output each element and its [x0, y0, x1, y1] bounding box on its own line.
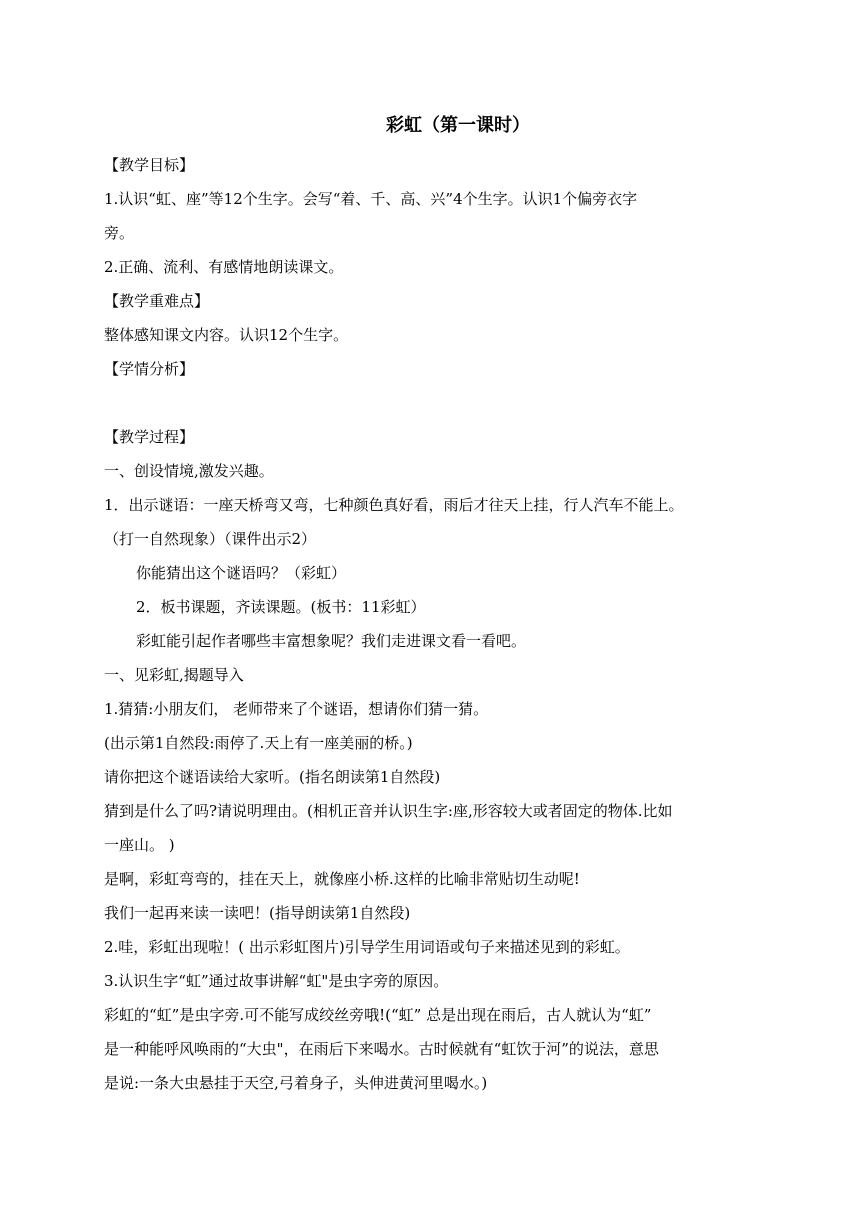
- paragraph-line: 2.哇，彩虹出现啦！( 出示彩虹图片)引导学生用词语或句子来描述见到的彩虹。: [104, 938, 630, 956]
- paragraph-line: [104, 386, 784, 420]
- paragraph-line: 猜到是什么了吗?请说明理由。(相机正音并认识生字:座,形容较大或者固定的物体.比如: [104, 802, 673, 820]
- paragraph-line: 1.猜猜:小朋友们， 老师带来了个谜语，想请你们猜一猜。: [104, 700, 489, 718]
- paragraph-line: 3.认识生字“虹”通过故事讲解“虹"是虫字旁的原因。: [104, 972, 449, 990]
- paragraph-line: 是说:一条大虫悬挂于天空,弓着身子，头伸进黄河里喝水。): [104, 1074, 488, 1092]
- paragraph-line: 一、创设情境,激发兴趣。: [104, 462, 274, 480]
- paragraph-line: （打一自然现象）（课件出示2）: [104, 530, 317, 548]
- paragraph-line: 【学情分析】: [104, 360, 195, 378]
- paragraph-line: 请你把这个谜语读给大家听。(指名朗读第1自然段): [104, 768, 441, 786]
- paragraph-line: 是一种能呼风唤雨的“大虫"，在雨后下来喝水。古时候就有“虹饮于河”的说法，意思: [104, 1040, 659, 1058]
- paragraph-line: 你能猜出这个谜语吗？（彩虹）: [136, 564, 347, 582]
- paragraph-line: 一座山。 ): [104, 836, 175, 854]
- paragraph-line: (出示第1自然段:雨停了.天上有一座美丽的桥。): [104, 734, 413, 752]
- paragraph-line: 【教学过程】: [104, 428, 195, 446]
- paragraph-line: 一、见彩虹,揭题导入: [104, 666, 244, 684]
- paragraph-line: 彩虹能引起作者哪些丰富想象呢？我们走进课文看一看吧。: [136, 632, 527, 650]
- paragraph-line: 旁。: [104, 224, 135, 242]
- paragraph-line: 整体感知课文内容。认识12个生字。: [104, 326, 349, 344]
- document-body: [104, 148, 784, 1100]
- paragraph-line: 【教学重难点】: [104, 292, 210, 310]
- paragraph-line: 2．板书课题，齐读课题。(板书：11彩虹）: [136, 598, 426, 616]
- document-title: 彩虹（第一课时）: [386, 115, 530, 136]
- paragraph-line: 2.正确、流利、有感情地朗读课文。: [104, 258, 344, 276]
- paragraph-line: 1．出示谜语：一座天桥弯又弯，七种颜色真好看，雨后才往天上挂，行人汽车不能上。: [104, 496, 684, 514]
- paragraph-line: 【教学目标】: [104, 156, 195, 174]
- paragraph-line: 是啊，彩虹弯弯的，挂在天上，就像座小桥.这样的比喻非常贴切生动呢!: [104, 870, 580, 888]
- paragraph-line: 1.认识“虹、座”等12个生字。会写“着、千、高、兴”4个生字。认识1个偏旁衣字: [104, 190, 638, 208]
- document-page: [104, 108, 784, 1100]
- paragraph-line: 彩虹的“虹”是虫字旁.可不能写成绞丝旁哦!(“虹” 总是出现在雨后，古人就认为“虹”: [104, 1006, 652, 1024]
- paragraph-line: 我们一起再来读一读吧！(指导朗读第1自然段): [104, 904, 411, 922]
